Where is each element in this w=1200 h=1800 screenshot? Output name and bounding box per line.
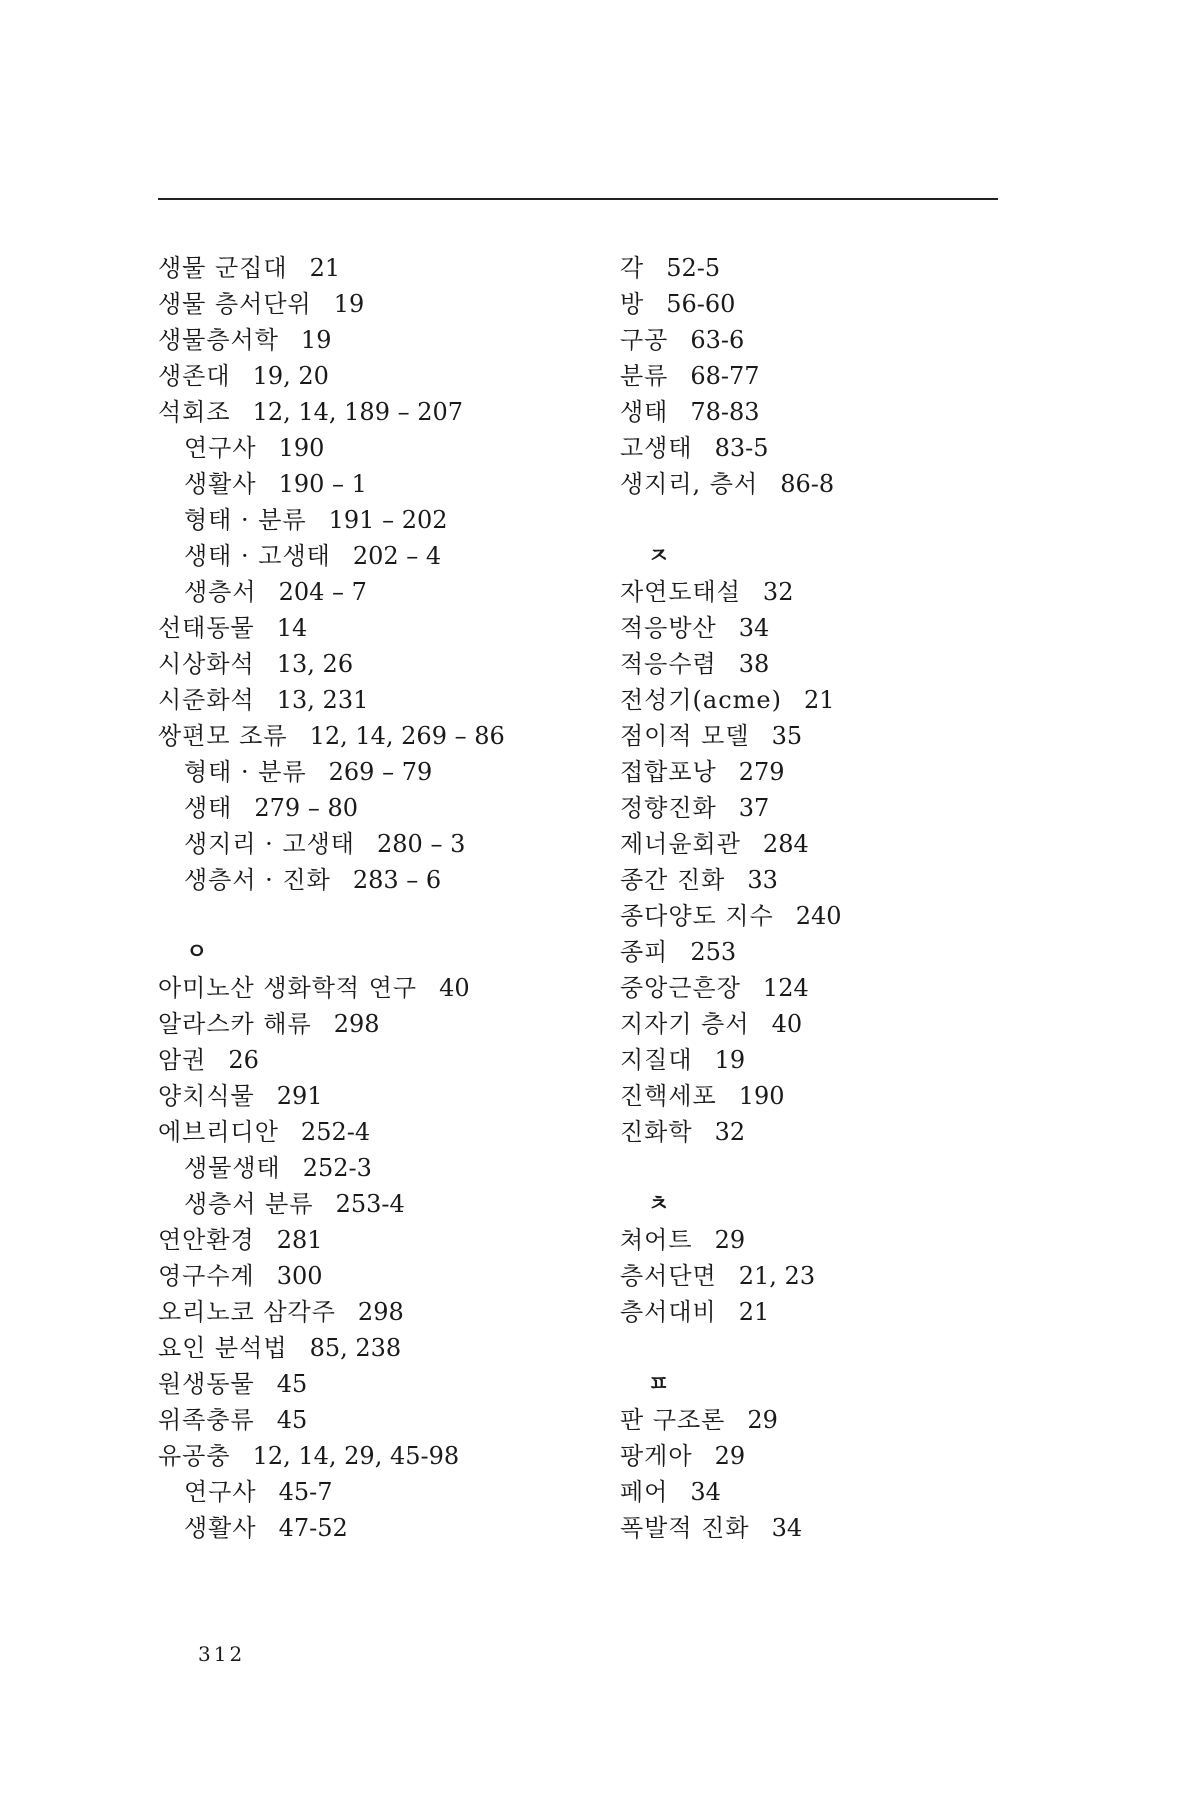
index-pages: 298 [357, 1298, 404, 1326]
index-term: 페어 [620, 1478, 669, 1506]
index-entry [620, 862, 1040, 898]
index-term: 시준화석 [158, 686, 255, 714]
index-pages: 68-77 [690, 362, 760, 390]
index-pages: 204 – 7 [278, 578, 367, 606]
index-pages: 38 [738, 650, 770, 678]
index-term: 연구사 [184, 434, 257, 462]
index-entry [620, 1438, 1040, 1474]
index-section-heading: ㅊ [648, 1191, 670, 1217]
index-term: 자연도태설 [620, 578, 741, 606]
index-term: 판 구조론 [620, 1406, 726, 1434]
index-pages: 279 – 80 [254, 794, 358, 822]
index-term: 접합포낭 [620, 758, 717, 786]
index-pages: 191 – 202 [328, 506, 448, 534]
index-subentry [158, 790, 598, 826]
index-subentry [158, 1474, 598, 1510]
index-pages: 33 [747, 866, 778, 894]
index-term: 선태동물 [158, 614, 255, 642]
index-term: 팡게아 [620, 1442, 693, 1470]
index-entry [620, 898, 1040, 934]
index-pages: 253-4 [335, 1190, 405, 1218]
index-pages: 19 [300, 326, 332, 354]
index-entry [620, 610, 1040, 646]
index-term: 생층서 · 진화 [184, 866, 331, 894]
index-term: 생지리 · 고생태 [184, 830, 355, 858]
index-pages: 21 [309, 254, 341, 282]
index-term: 층서대비 [620, 1298, 717, 1326]
index-pages: 63-6 [690, 326, 745, 354]
index-pages: 281 [276, 1226, 323, 1254]
index-pages: 19 [714, 1046, 746, 1074]
section-gap [620, 1150, 1040, 1186]
index-term: 연구사 [184, 1478, 257, 1506]
index-term: 형태 · 분류 [184, 506, 307, 534]
index-entry [158, 1114, 598, 1150]
index-pages: 26 [228, 1046, 259, 1074]
index-pages: 252-3 [302, 1154, 372, 1182]
index-entry [620, 790, 1040, 826]
index-pages: 40 [771, 1010, 803, 1038]
index-term: 시상화석 [158, 650, 255, 678]
index-term: 고생태 [620, 434, 693, 462]
index-term: 양치식물 [158, 1082, 255, 1110]
index-pages: 85, 238 [309, 1334, 402, 1362]
index-entry [158, 682, 598, 718]
index-term: 종피 [620, 938, 669, 966]
index-pages: 253 [690, 938, 737, 966]
index-entry [620, 430, 1040, 466]
header-rule [158, 198, 998, 200]
index-term: 점이적 모델 [620, 722, 750, 750]
index-term: 알라스카 해류 [158, 1010, 312, 1038]
index-entry [620, 1294, 1040, 1330]
index-entry [620, 1474, 1040, 1510]
index-term: 지질대 [620, 1046, 693, 1074]
index-pages: 78-83 [690, 398, 760, 426]
index-subentry [158, 574, 598, 610]
index-pages: 32 [714, 1118, 746, 1146]
index-term: 방 [620, 290, 645, 318]
index-entry [620, 1114, 1040, 1150]
index-entry [620, 754, 1040, 790]
index-pages: 19 [333, 290, 365, 318]
index-entry [620, 322, 1040, 358]
index-entry [620, 1006, 1040, 1042]
index-entry [158, 1006, 598, 1042]
index-term: 종간 진화 [620, 866, 726, 894]
index-term: 생태 · 고생태 [184, 542, 331, 570]
index-pages: 29 [714, 1442, 746, 1470]
index-pages: 124 [762, 974, 809, 1002]
index-pages: 269 – 79 [328, 758, 433, 786]
index-pages: 12, 14, 189 – 207 [252, 398, 464, 426]
index-pages: 29 [714, 1226, 746, 1254]
index-pages: 19, 20 [252, 362, 329, 390]
index-term: 위족충류 [158, 1406, 255, 1434]
index-pages: 32 [762, 578, 794, 606]
index-subentry [158, 502, 598, 538]
index-term: 쌍편모 조류 [158, 722, 288, 750]
index-term: 진핵세포 [620, 1082, 717, 1110]
index-term: 유공충 [158, 1442, 231, 1470]
index-pages: 21 [738, 1298, 770, 1326]
index-entry [620, 646, 1040, 682]
index-entry [158, 1222, 598, 1258]
index-entry [620, 1258, 1040, 1294]
index-term: 분류 [620, 362, 669, 390]
index-term: 적응수렴 [620, 650, 717, 678]
index-entry [620, 1042, 1040, 1078]
index-pages: 252-4 [300, 1118, 371, 1146]
index-entry [158, 1078, 598, 1114]
index-entry [620, 718, 1040, 754]
index-term: 생태 [620, 398, 669, 426]
index-entry [158, 1294, 598, 1330]
index-entry [158, 1330, 598, 1366]
index-term: 쳐어트 [620, 1226, 693, 1254]
index-pages: 86-8 [780, 470, 835, 498]
index-subentry [158, 826, 598, 862]
index-entry [620, 1222, 1040, 1258]
index-entry [158, 358, 598, 394]
index-pages: 21, 23 [738, 1262, 816, 1290]
index-entry [158, 250, 598, 286]
index-entry [158, 610, 598, 646]
index-entry [158, 394, 598, 430]
index-subentry [158, 538, 598, 574]
index-term: 지자기 층서 [620, 1010, 750, 1038]
index-entry [620, 358, 1040, 394]
index-subentry [158, 1150, 598, 1186]
index-entry [620, 1510, 1040, 1546]
index-pages: 21 [804, 686, 835, 714]
index-term: 층서단면 [620, 1262, 717, 1290]
index-entry [620, 250, 1040, 286]
section-gap [620, 1330, 1040, 1366]
index-subentry [158, 1186, 598, 1222]
index-term: 생물 층서단위 [158, 290, 312, 318]
index-pages: 190 [738, 1082, 785, 1110]
index-term: 아미노산 생화학적 연구 [158, 974, 418, 1002]
index-entry [620, 1402, 1040, 1438]
index-term: 적응방산 [620, 614, 717, 642]
index-pages: 202 – 4 [352, 542, 442, 570]
index-term: 종다양도 지수 [620, 902, 774, 930]
index-pages: 56-60 [666, 290, 736, 318]
index-term: 요인 분석법 [158, 1334, 288, 1362]
index-term: 생물생태 [184, 1154, 281, 1182]
index-term: 생존대 [158, 362, 231, 390]
index-entry [620, 466, 1040, 502]
index-column-left [158, 250, 598, 1546]
index-pages: 240 [795, 902, 842, 930]
index-term: 각 [620, 254, 645, 282]
index-pages: 190 – 1 [278, 470, 367, 498]
index-pages: 34 [690, 1478, 721, 1506]
index-term: 폭발적 진화 [620, 1514, 750, 1542]
index-entry [620, 682, 1040, 718]
index-entry [158, 322, 598, 358]
index-pages: 291 [276, 1082, 323, 1110]
index-pages: 280 – 3 [377, 830, 466, 858]
index-term: 암권 [158, 1046, 207, 1074]
index-pages: 47-52 [278, 1514, 348, 1542]
index-term: 형태 · 분류 [184, 758, 307, 786]
index-entry [158, 1258, 598, 1294]
index-pages: 45 [276, 1406, 308, 1434]
index-term: 에브리디안 [158, 1118, 279, 1146]
index-pages: 283 – 6 [352, 866, 442, 894]
index-term: 영구수계 [158, 1262, 255, 1290]
index-pages: 279 [738, 758, 785, 786]
index-pages: 45 [276, 1370, 308, 1398]
index-term: 원생동물 [158, 1370, 255, 1398]
index-term: 생층서 분류 [184, 1190, 314, 1218]
index-entry [158, 970, 598, 1006]
index-pages: 12, 14, 269 – 86 [309, 722, 505, 750]
index-term: 제너윤회관 [620, 830, 741, 858]
index-term: 생태 [184, 794, 233, 822]
index-entry [158, 1402, 598, 1438]
index-entry [620, 970, 1040, 1006]
page-number: 312 [198, 1642, 246, 1666]
index-term: 정향진화 [620, 794, 717, 822]
index-column-right [620, 250, 1040, 1546]
index-term: 생활사 [184, 470, 257, 498]
index-pages: 298 [333, 1010, 380, 1038]
index-pages: 37 [738, 794, 770, 822]
index-subentry [158, 466, 598, 502]
index-entry [620, 574, 1040, 610]
index-pages: 12, 14, 29, 45-98 [252, 1442, 460, 1470]
index-term: 연안환경 [158, 1226, 255, 1254]
index-pages: 300 [276, 1262, 323, 1290]
index-term: 구공 [620, 326, 669, 354]
index-pages: 35 [771, 722, 803, 750]
index-subentry [158, 862, 598, 898]
index-entry [620, 394, 1040, 430]
index-subentry [158, 430, 598, 466]
index-pages: 34 [771, 1514, 803, 1542]
index-entry [158, 1042, 598, 1078]
section-gap [620, 502, 1040, 538]
index-pages: 190 [278, 434, 325, 462]
index-section-heading: ㅇ [186, 939, 208, 965]
index-term: 생활사 [184, 1514, 257, 1542]
index-term: 석회조 [158, 398, 231, 426]
index-pages: 45-7 [278, 1478, 333, 1506]
index-term: 전성기(acme) [620, 686, 782, 714]
index-term: 생물층서학 [158, 326, 279, 354]
index-pages: 40 [439, 974, 470, 1002]
index-term: 진화학 [620, 1118, 693, 1146]
index-entry [158, 646, 598, 682]
index-entry [620, 826, 1040, 862]
index-entry [158, 718, 598, 754]
index-pages: 14 [276, 614, 308, 642]
index-section-heading: ㅍ [648, 1371, 670, 1397]
index-pages: 52-5 [666, 254, 721, 282]
index-entry [158, 1366, 598, 1402]
index-subentry [158, 1510, 598, 1546]
index-entry [620, 1078, 1040, 1114]
index-term: 중앙근흔장 [620, 974, 741, 1002]
index-entry [158, 286, 598, 322]
index-entry [158, 1438, 598, 1474]
index-subentry [158, 754, 598, 790]
index-pages: 13, 231 [276, 686, 369, 714]
index-pages: 29 [747, 1406, 778, 1434]
index-entry [620, 934, 1040, 970]
index-term: 생지리, 층서 [620, 470, 759, 498]
index-term: 생층서 [184, 578, 257, 606]
index-entry [620, 286, 1040, 322]
index-pages: 34 [738, 614, 770, 642]
index-term: 오리노코 삼각주 [158, 1298, 336, 1326]
index-pages: 284 [762, 830, 809, 858]
index-term: 생물 군집대 [158, 254, 288, 282]
index-pages: 83-5 [714, 434, 769, 462]
section-gap [158, 898, 598, 934]
index-pages: 13, 26 [276, 650, 354, 678]
index-section-heading: ㅈ [648, 543, 670, 569]
